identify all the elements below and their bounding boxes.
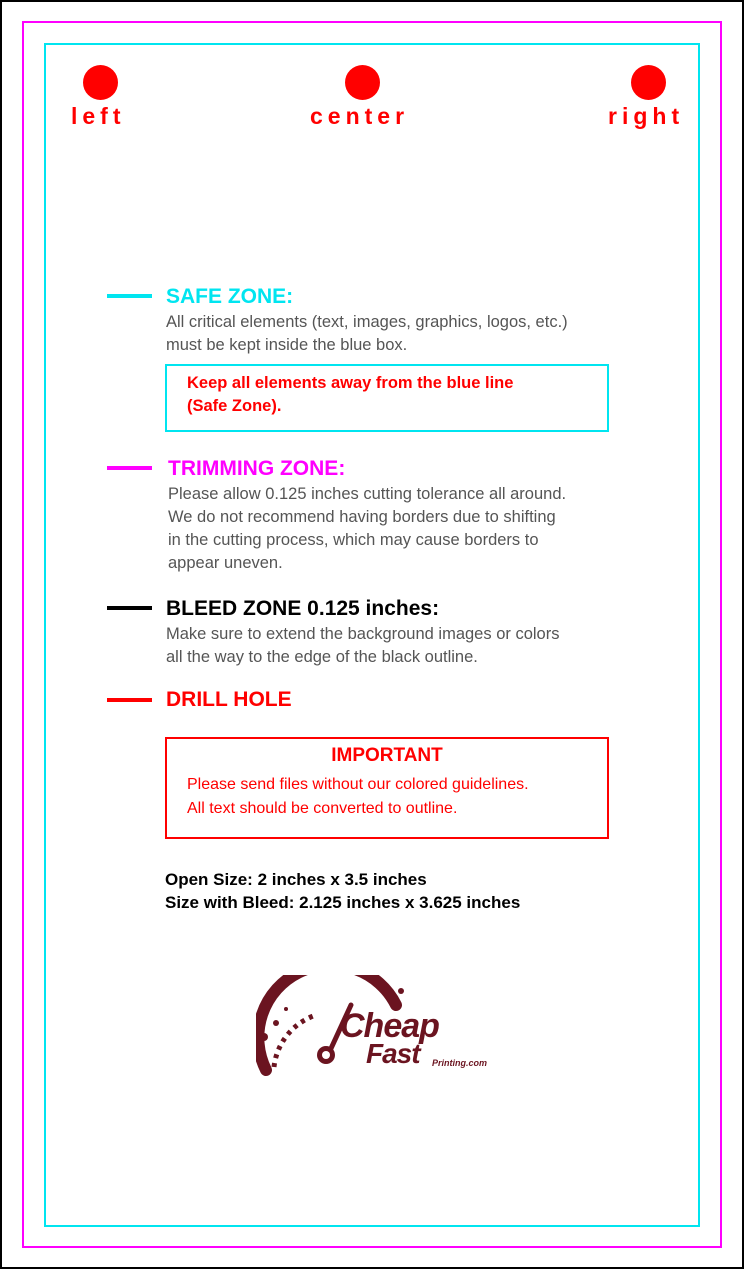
open-size-text: Open Size: 2 inches x 3.5 inches	[165, 870, 427, 889]
important-text	[187, 773, 529, 821]
safe-zone-warning-text	[187, 372, 513, 418]
bleed-zone-desc-line: Make sure to extend the background images or colors	[166, 625, 560, 643]
important-title: IMPORTANT	[331, 745, 443, 766]
important-box	[165, 737, 609, 839]
drill-hole-right-label: right	[608, 103, 685, 129]
safe-zone-title: SAFE ZONE:	[166, 285, 294, 308]
logo-word-cheap: Cheap	[340, 1007, 439, 1045]
drill-hole-legend-line	[107, 698, 152, 702]
important-line: Please send files without our colored guidelines.	[187, 776, 529, 793]
trimming-zone-desc-line: We do not recommend having borders due to shifting	[168, 508, 556, 526]
safe-zone-warning-line: (Safe Zone).	[187, 397, 282, 415]
safe-zone-warning-box	[165, 364, 609, 432]
bleed-zone-description	[166, 623, 559, 669]
important-line: All text should be converted to outline.	[187, 800, 458, 817]
trimming-zone-legend-line	[107, 466, 152, 470]
bleed-size-text: Size with Bleed: 2.125 inches x 3.625 inches	[165, 893, 521, 912]
drill-hole-left-dot	[83, 65, 118, 100]
trimming-zone-desc-line: in the cutting process, which may cause borders to	[168, 531, 539, 549]
bleed-zone-legend-line	[107, 606, 152, 610]
trimming-zone-title: TRIMMING ZONE:	[168, 457, 346, 480]
trimming-zone-desc-line: appear uneven.	[168, 554, 283, 572]
trimming-zone-description	[168, 483, 566, 575]
trimming-zone-desc-line: Please allow 0.125 inches cutting tolerance all around.	[168, 485, 567, 503]
safe-zone-description	[166, 311, 568, 357]
drill-hole-center-label: center	[310, 103, 410, 129]
drill-hole-center-dot	[345, 65, 380, 100]
drill-hole-left-label: left	[71, 103, 126, 129]
company-logo	[256, 975, 496, 1080]
safe-zone-legend-line	[107, 294, 152, 298]
safe-zone-warning-line: Keep all elements away from the blue line	[187, 374, 514, 392]
drill-hole-right-dot	[631, 65, 666, 100]
logo-word-fast: Fast	[366, 1038, 420, 1069]
drill-hole-title: DRILL HOLE	[166, 688, 292, 711]
bleed-zone-title: BLEED ZONE 0.125 inches:	[166, 597, 440, 620]
logo-word-printing: Printing.com	[432, 1058, 488, 1068]
bleed-zone-desc-line: all the way to the edge of the black outline.	[166, 648, 478, 666]
safe-zone-desc-line: All critical elements (text, images, graphics, logos, etc.)	[166, 313, 568, 331]
safe-zone-desc-line: must be kept inside the blue box.	[166, 336, 408, 354]
